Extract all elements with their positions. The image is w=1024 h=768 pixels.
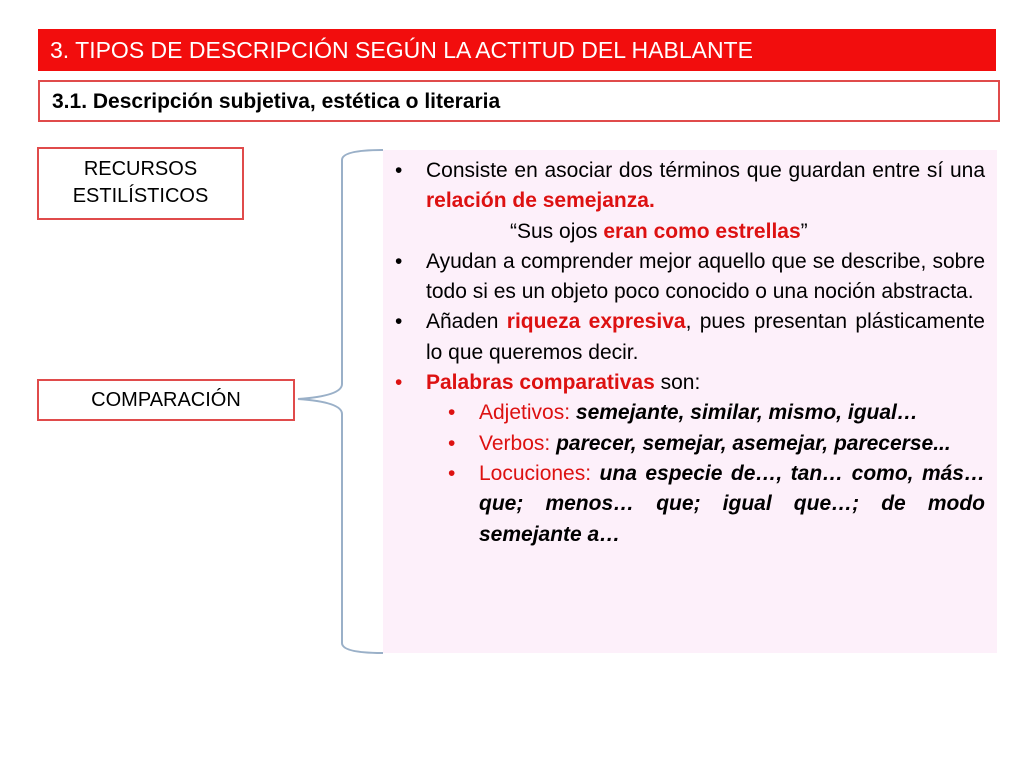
highlight-text: riqueza expresiva [506, 310, 686, 334]
sub-bullet-item [395, 429, 985, 459]
sub-bullet-item [395, 398, 985, 428]
bullet-text: Ayudan a comprender mejor aquello que se describe, sobre todo si es un objeto poco conocido o una noción abstracta. [426, 249, 985, 304]
bullet-text [426, 156, 985, 217]
bullet-text [426, 307, 985, 368]
slide-subtitle: 3.1. Descripción subjetiva, estética o literaria [38, 80, 1000, 122]
sub-label: Verbos: [479, 431, 557, 455]
highlight-text: Palabras comparativas [426, 371, 655, 395]
bullet-marker: • [395, 249, 403, 273]
bullet-marker: • [448, 461, 456, 485]
quote-highlight: eran como estrellas [603, 219, 801, 243]
sub-label: Adjetivos: [479, 401, 576, 425]
recursos-label-line1: RECURSOS [83, 158, 198, 180]
text-segment: Consiste en asociar dos términos que guardan entre sí una [426, 159, 985, 182]
bullet-marker: • [395, 159, 403, 182]
bullet-marker: • [448, 431, 456, 455]
sub-bullet-text [479, 459, 985, 550]
bullet-text [426, 368, 985, 398]
highlight-text: relación de semejanza. [426, 189, 655, 213]
bullet-item [395, 307, 985, 368]
bullet-item [395, 247, 985, 308]
sub-words: parecer, semejar, asemejar, parecerse... [556, 431, 951, 455]
sub-words: una especie de…, tan… como, más… que; menos… que; igual que…; de modo semejante a… [479, 461, 985, 546]
recursos-label-line2: ESTILÍSTICOS [72, 185, 209, 207]
sub-bullet-text [479, 429, 985, 459]
quote-close: ” [800, 219, 808, 243]
content-panel [383, 150, 997, 653]
example-quote [395, 217, 985, 247]
text-segment: Añaden [426, 310, 507, 334]
bullet-marker: • [448, 401, 456, 425]
bullet-item [395, 368, 985, 398]
sub-words: semejante, similar, mismo, igual… [575, 401, 918, 425]
sub-bullet-item [395, 459, 985, 550]
comparacion-box: COMPARACIÓN [37, 379, 295, 421]
sub-bullet-text [479, 398, 985, 428]
bullet-marker: • [395, 310, 403, 334]
text-segment: , pues presentan plásticamente lo que queremos decir. [426, 310, 985, 364]
bullet-item [395, 156, 985, 217]
text-segment: son: [654, 371, 701, 395]
curly-brace-connector [295, 148, 385, 656]
quote-open: “Sus ojos [510, 219, 604, 243]
slide-title: 3. TIPOS DE DESCRIPCIÓN SEGÚN LA ACTITUD DEL HABLANTE [38, 29, 996, 71]
recursos-estilisticos-box [37, 147, 244, 220]
sub-label: Locuciones: [479, 461, 600, 485]
bullet-marker: • [395, 371, 403, 395]
